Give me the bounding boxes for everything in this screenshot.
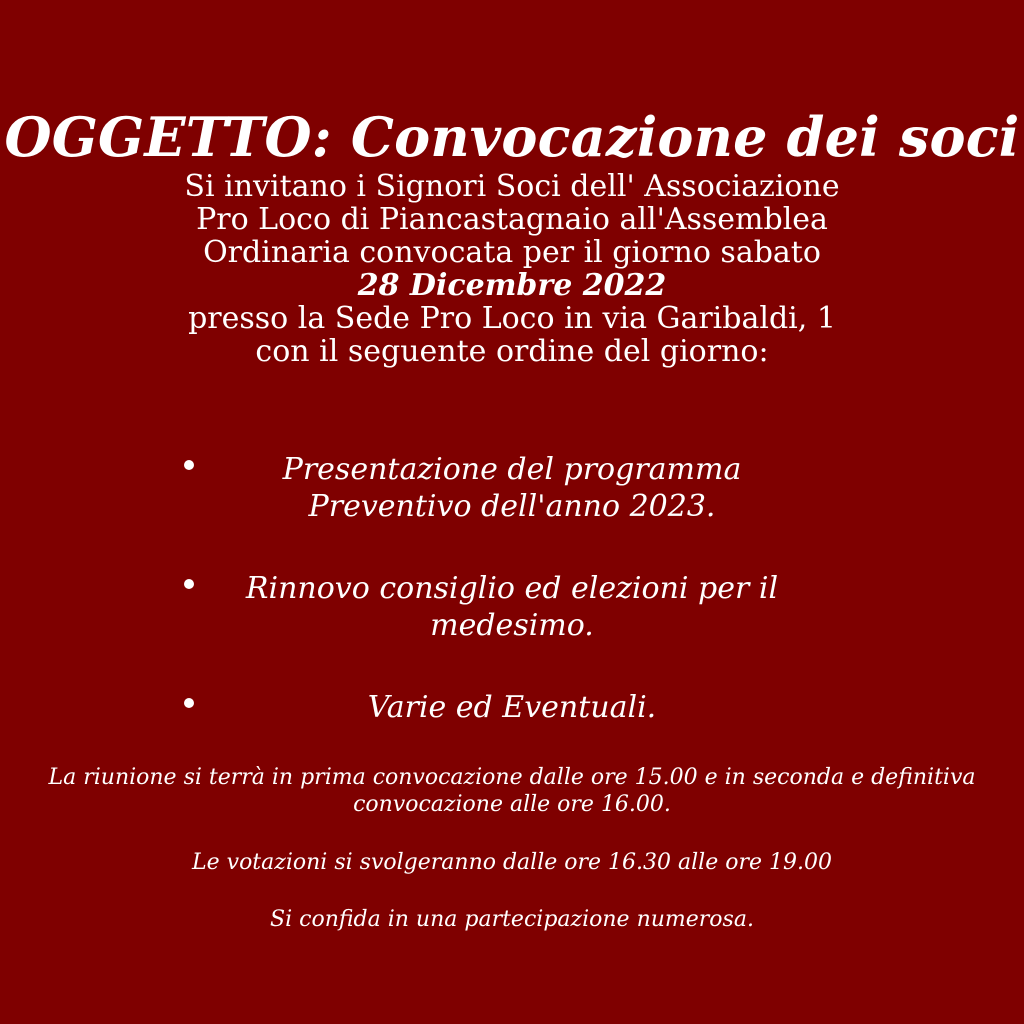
bullet-icon <box>184 460 194 470</box>
bullet-icon <box>184 579 194 589</box>
closing-note: Si confida in una partecipazione numerosa. <box>270 906 754 932</box>
agenda-item-text <box>202 690 822 727</box>
agenda-item-text <box>202 571 822 644</box>
meeting-times-note: La riunione si terrà in prima convocazione dalle ore 15.00 e in seconda e definitiva convocazione alle ore 16.00. <box>48 765 976 818</box>
intro-line-1: Si invitano i Signori Soci dell' Associazione <box>184 169 840 204</box>
document-title: OGGETTO: Convocazione dei soci <box>4 105 1020 170</box>
intro-line-4: presso la Sede Pro Loco in via Garibaldi, 1 <box>188 301 836 336</box>
intro-line-2: Pro Loco di Piancastagnaio all'Assemblea <box>196 202 828 237</box>
agenda-item <box>0 571 1024 644</box>
agenda-item-line-1: Rinnovo consiglio ed elezioni per il <box>245 571 779 607</box>
agenda-list <box>0 452 1024 727</box>
intro-line-3: Ordinaria convocata per il giorno sabato <box>203 235 821 270</box>
agenda-item-line-1: Varie ed Eventuali. <box>367 690 657 726</box>
agenda-item-line-2: Preventivo dell'anno 2023. <box>308 488 716 524</box>
meeting-date: 28 Dicembre 2022 <box>357 268 667 303</box>
agenda-item-line-2: medesimo. <box>430 607 594 643</box>
voting-times-note: Le votazioni si svolgeranno dalle ore 16.30 alle ore 19.00 <box>192 849 832 875</box>
intro-paragraph <box>0 170 1024 368</box>
intro-line-5: con il seguente ordine del giorno: <box>255 334 769 369</box>
agenda-item-line-1: Presentazione del programma <box>282 452 742 487</box>
bullet-icon <box>184 698 194 708</box>
agenda-item <box>0 452 1024 525</box>
agenda-item-text <box>202 452 822 525</box>
notes-section <box>0 764 1024 933</box>
agenda-item <box>0 690 1024 727</box>
